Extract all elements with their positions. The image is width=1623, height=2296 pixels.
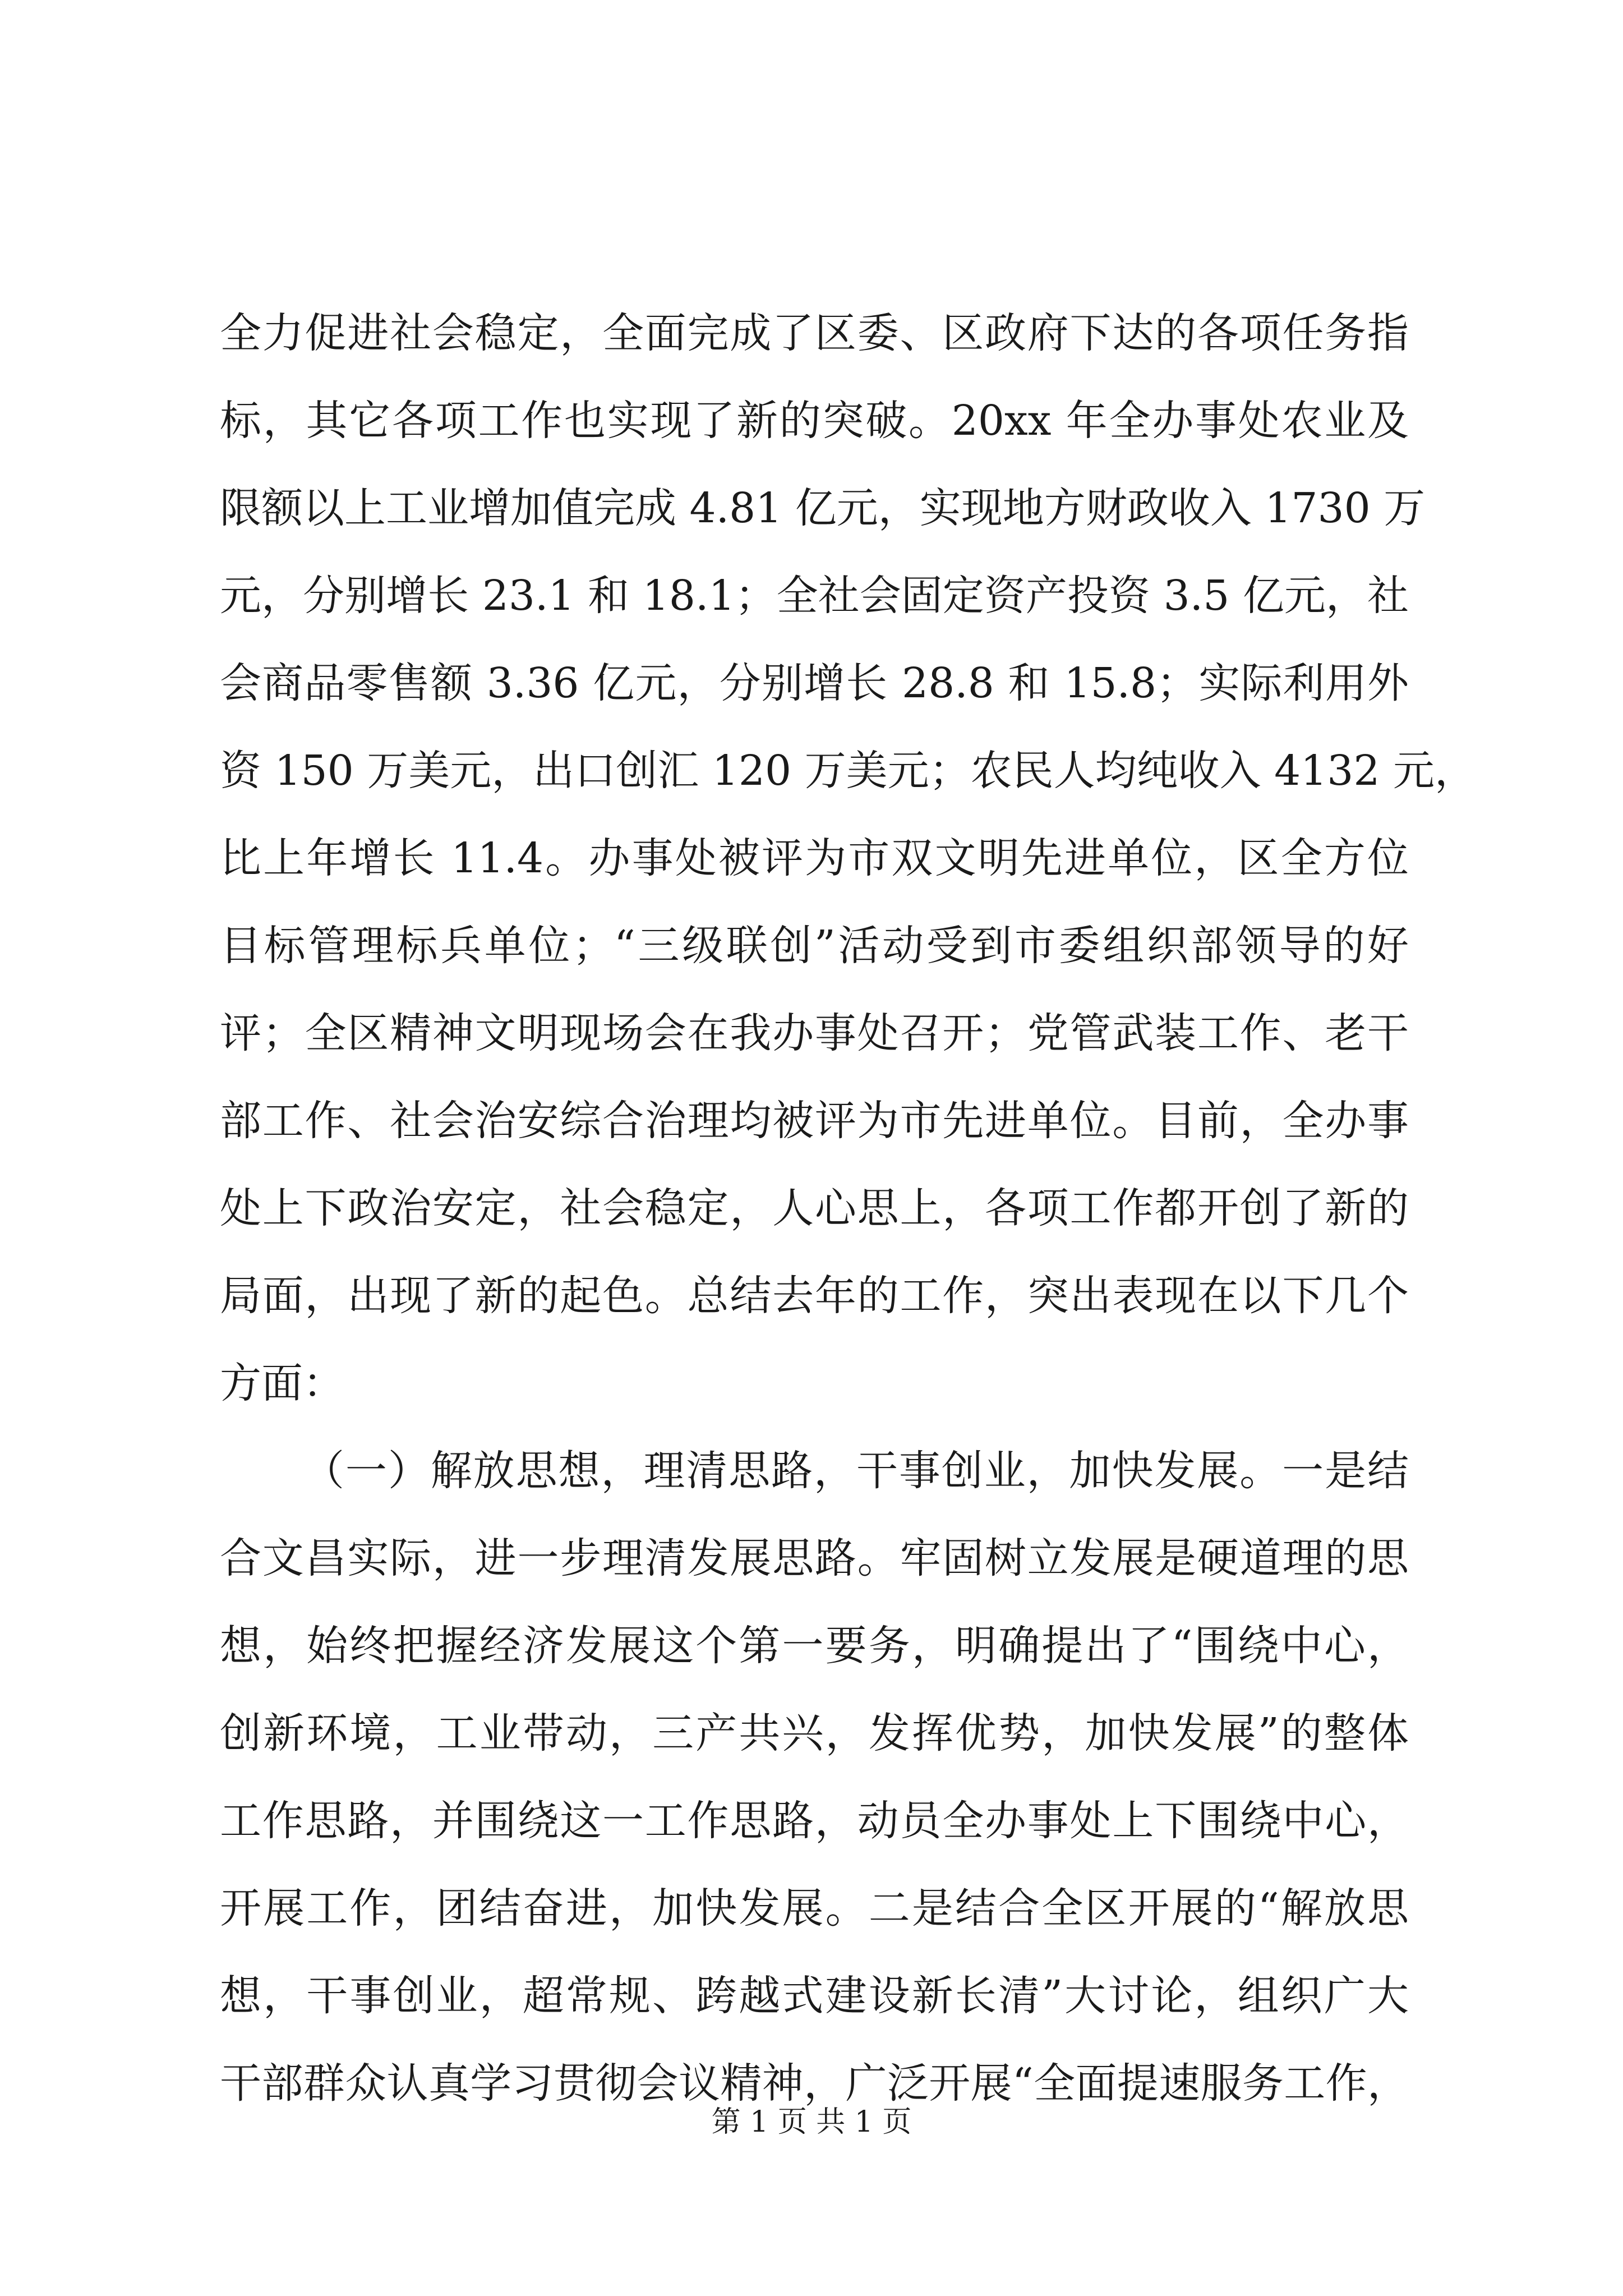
text-line: 工作思路，并围绕这一工作思路，动员全办事处上下围绕中心， xyxy=(220,1797,1409,1845)
text-line: 比上年增长 11.4。办事处被评为市双文明先进单位，区全方位 xyxy=(220,834,1409,882)
text-line: 元，分别增长 23.1 和 18.1；全社会固定资产投资 3.5 亿元，社 xyxy=(220,572,1409,620)
text-line: 目标管理标兵单位；“三级联创”活动受到市委组织部领导的好 xyxy=(220,922,1409,970)
text-line: 方面： xyxy=(220,1359,344,1407)
text-line: 处上下政治安定，社会稳定，人心思上，各项工作都开创了新的 xyxy=(220,1184,1409,1232)
text-line: 想，始终把握经济发展这个第一要务，明确提出了“围绕中心， xyxy=(220,1622,1409,1670)
text-line: 标，其它各项工作也实现了新的突破。20xx 年全办事处农业及 xyxy=(220,397,1409,445)
page-number-footer: 第 1 页 共 1 页 xyxy=(711,2105,912,2139)
document-body xyxy=(220,289,1476,2127)
text-line: 开展工作，团结奋进，加快发展。二是结合全区开展的“解放思 xyxy=(220,1884,1409,1932)
text-line: （一）解放思想，理清思路，干事创业，加快发展。一是结 xyxy=(303,1447,1409,1495)
text-line: 会商品零售额 3.36 亿元，分别增长 28.8 和 15.8；实际利用外 xyxy=(220,659,1409,707)
text-line: 创新环境，工业带动，三产共兴，发挥优势，加快发展”的整体 xyxy=(220,1709,1409,1757)
text-line: 限额以上工业增加值完成 4.81 亿元，实现地方财政收入 1730 万 xyxy=(220,484,1426,532)
text-line: 局面，出现了新的起色。总结去年的工作，突出表现在以下几个 xyxy=(220,1272,1409,1320)
text-line: 想，干事创业，超常规、跨越式建设新长清”大讨论，组织广大 xyxy=(220,1972,1409,2020)
text-line: 干部群众认真学习贯彻会议精神，广泛开展“全面提速服务工作， xyxy=(220,2059,1409,2108)
text-line: 资 150 万美元，出口创汇 120 万美元；农民人均纯收入 4132 元， xyxy=(220,747,1476,795)
text-line: 评；全区精神文明现场会在我办事处召开；党管武装工作、老干 xyxy=(220,1009,1409,1057)
text-line: 部工作、社会治安综合治理均被评为市先进单位。目前，全办事 xyxy=(220,1097,1409,1145)
text-line: 合文昌实际，进一步理清发展思路。牢固树立发展是硬道理的思 xyxy=(220,1534,1409,1582)
text-line: 全力促进社会稳定，全面完成了区委、区政府下达的各项任务指 xyxy=(220,309,1409,357)
